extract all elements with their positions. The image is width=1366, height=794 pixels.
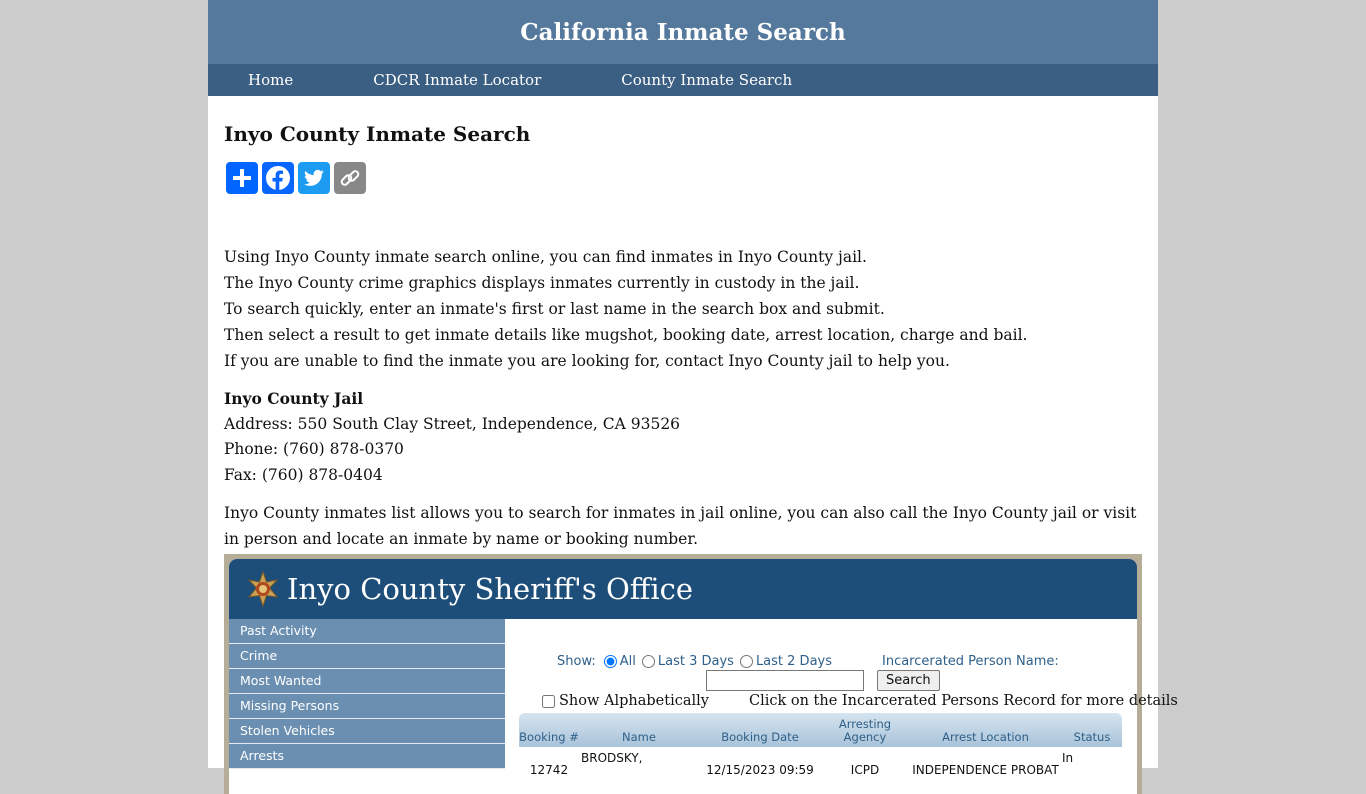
col-booking-number[interactable]: Booking # xyxy=(519,730,579,744)
add-icon xyxy=(231,167,253,189)
filter-last-3-days-radio[interactable] xyxy=(642,655,655,668)
share-copy-link-button[interactable] xyxy=(334,162,366,194)
intro-line: To search quickly, enter an inmate's first or last name in the search box and submit. xyxy=(224,300,885,318)
content xyxy=(208,122,1158,552)
inmate-search-panel xyxy=(505,619,1178,794)
main-nav xyxy=(208,64,1158,96)
table-row[interactable] xyxy=(519,747,1122,787)
jail-phone: Phone: (760) 878-0370 xyxy=(224,440,404,458)
sidebar-item-missing-persons[interactable]: Missing Persons xyxy=(229,694,505,719)
cell-arrest-location: INDEPENDENCE PROBAT xyxy=(912,763,1059,777)
details-hint: Click on the Incarcerated Persons Record for more details xyxy=(748,693,1178,709)
share-twitter-button[interactable] xyxy=(298,162,330,194)
intro-line: Using Inyo County inmate search online, you can find inmates in Inyo County jail. xyxy=(224,248,867,266)
jail-address: Address: 550 South Clay Street, Independence, CA 93526 xyxy=(224,414,681,433)
search-row xyxy=(706,670,940,691)
facebook-icon xyxy=(265,165,291,191)
intro-line: If you are unable to find the inmate you are looking for, contact Inyo County jail to help you. xyxy=(224,352,950,370)
page xyxy=(208,0,1178,777)
share-add-button[interactable] xyxy=(226,162,258,194)
inmate-table xyxy=(519,713,1122,787)
filter-all-label: All xyxy=(619,654,636,669)
filter-last-3-days-label: Last 3 Days xyxy=(657,654,734,669)
filter-last-2-days-label: Last 2 Days xyxy=(755,654,832,669)
embedded-sheriff-page xyxy=(229,559,1178,794)
jail-info xyxy=(224,386,1142,488)
col-arrest-location[interactable]: Arrest Location xyxy=(942,730,1029,744)
page-title: Inyo County Inmate Search xyxy=(224,122,531,146)
outro-text: Inyo County inmates list allows you to search for inmates in jail online, you can also call the Inyo County jail or visit in person and locate an inmate by name or booking number. xyxy=(224,504,1137,548)
cell-name: BRODSKY, xyxy=(581,751,643,765)
options-row xyxy=(542,693,1178,709)
sheriff-star-icon xyxy=(245,571,281,607)
twitter-icon xyxy=(302,166,326,190)
search-button[interactable]: Search xyxy=(877,670,940,691)
sheriff-sidebar xyxy=(229,619,505,769)
intro-line: Then select a result to get inmate details like mugshot, booking date, arrest location, charge and bail. xyxy=(224,326,1028,344)
col-booking-date[interactable]: Booking Date xyxy=(721,730,799,744)
col-status[interactable]: Status xyxy=(1073,730,1111,744)
filter-all-radio[interactable] xyxy=(604,655,617,668)
sheriff-banner xyxy=(229,559,1137,619)
share-buttons xyxy=(226,162,1142,194)
intro-line: The Inyo County crime graphics displays inmates currently in custody in the jail. xyxy=(224,274,860,292)
filter-last-2-days-radio[interactable] xyxy=(740,655,753,668)
inmate-name-input[interactable] xyxy=(706,670,864,691)
sheriff-title: Inyo County Sheriff's Office xyxy=(287,572,694,606)
col-arresting-agency[interactable]: Arresting Agency xyxy=(838,717,892,744)
sidebar-item-most-wanted[interactable]: Most Wanted xyxy=(229,669,505,694)
show-alphabetically-label: Show Alphabetically xyxy=(559,693,709,709)
nav-home[interactable]: Home xyxy=(248,71,294,89)
sidebar-item-stolen-vehicles[interactable]: Stolen Vehicles xyxy=(229,719,505,744)
sidebar-item-past-activity[interactable]: Past Activity xyxy=(229,619,505,644)
sidebar-item-arrests[interactable]: Arrests xyxy=(229,744,505,769)
cell-status: In xyxy=(1062,751,1074,765)
intro-text xyxy=(224,244,1142,374)
share-facebook-button[interactable] xyxy=(262,162,294,194)
nav-cdcr-inmate-locator[interactable]: CDCR Inmate Locator xyxy=(373,71,542,89)
show-label: Show: xyxy=(557,654,596,669)
cell-booking-number: 12742 xyxy=(529,763,569,777)
cell-booking-date: 12/15/2023 09:59 xyxy=(706,763,814,777)
table-header xyxy=(519,713,1122,747)
filter-row xyxy=(557,654,1059,669)
jail-fax: Fax: (760) 878-0404 xyxy=(224,465,383,484)
nav-county-inmate-search[interactable]: County Inmate Search xyxy=(621,71,793,89)
sidebar-item-crime[interactable]: Crime xyxy=(229,644,505,669)
inmate-name-label: Incarcerated Person Name: xyxy=(882,654,1059,669)
cell-arresting-agency: ICPD xyxy=(850,763,880,777)
copy-link-icon xyxy=(338,166,362,190)
embedded-sheriff-frame xyxy=(224,554,1178,794)
site-header xyxy=(208,0,1158,64)
col-name[interactable]: Name xyxy=(622,730,656,744)
show-alphabetically-checkbox[interactable] xyxy=(542,695,555,708)
jail-name: Inyo County Jail xyxy=(224,389,364,408)
site-title[interactable]: California Inmate Search xyxy=(520,18,846,46)
